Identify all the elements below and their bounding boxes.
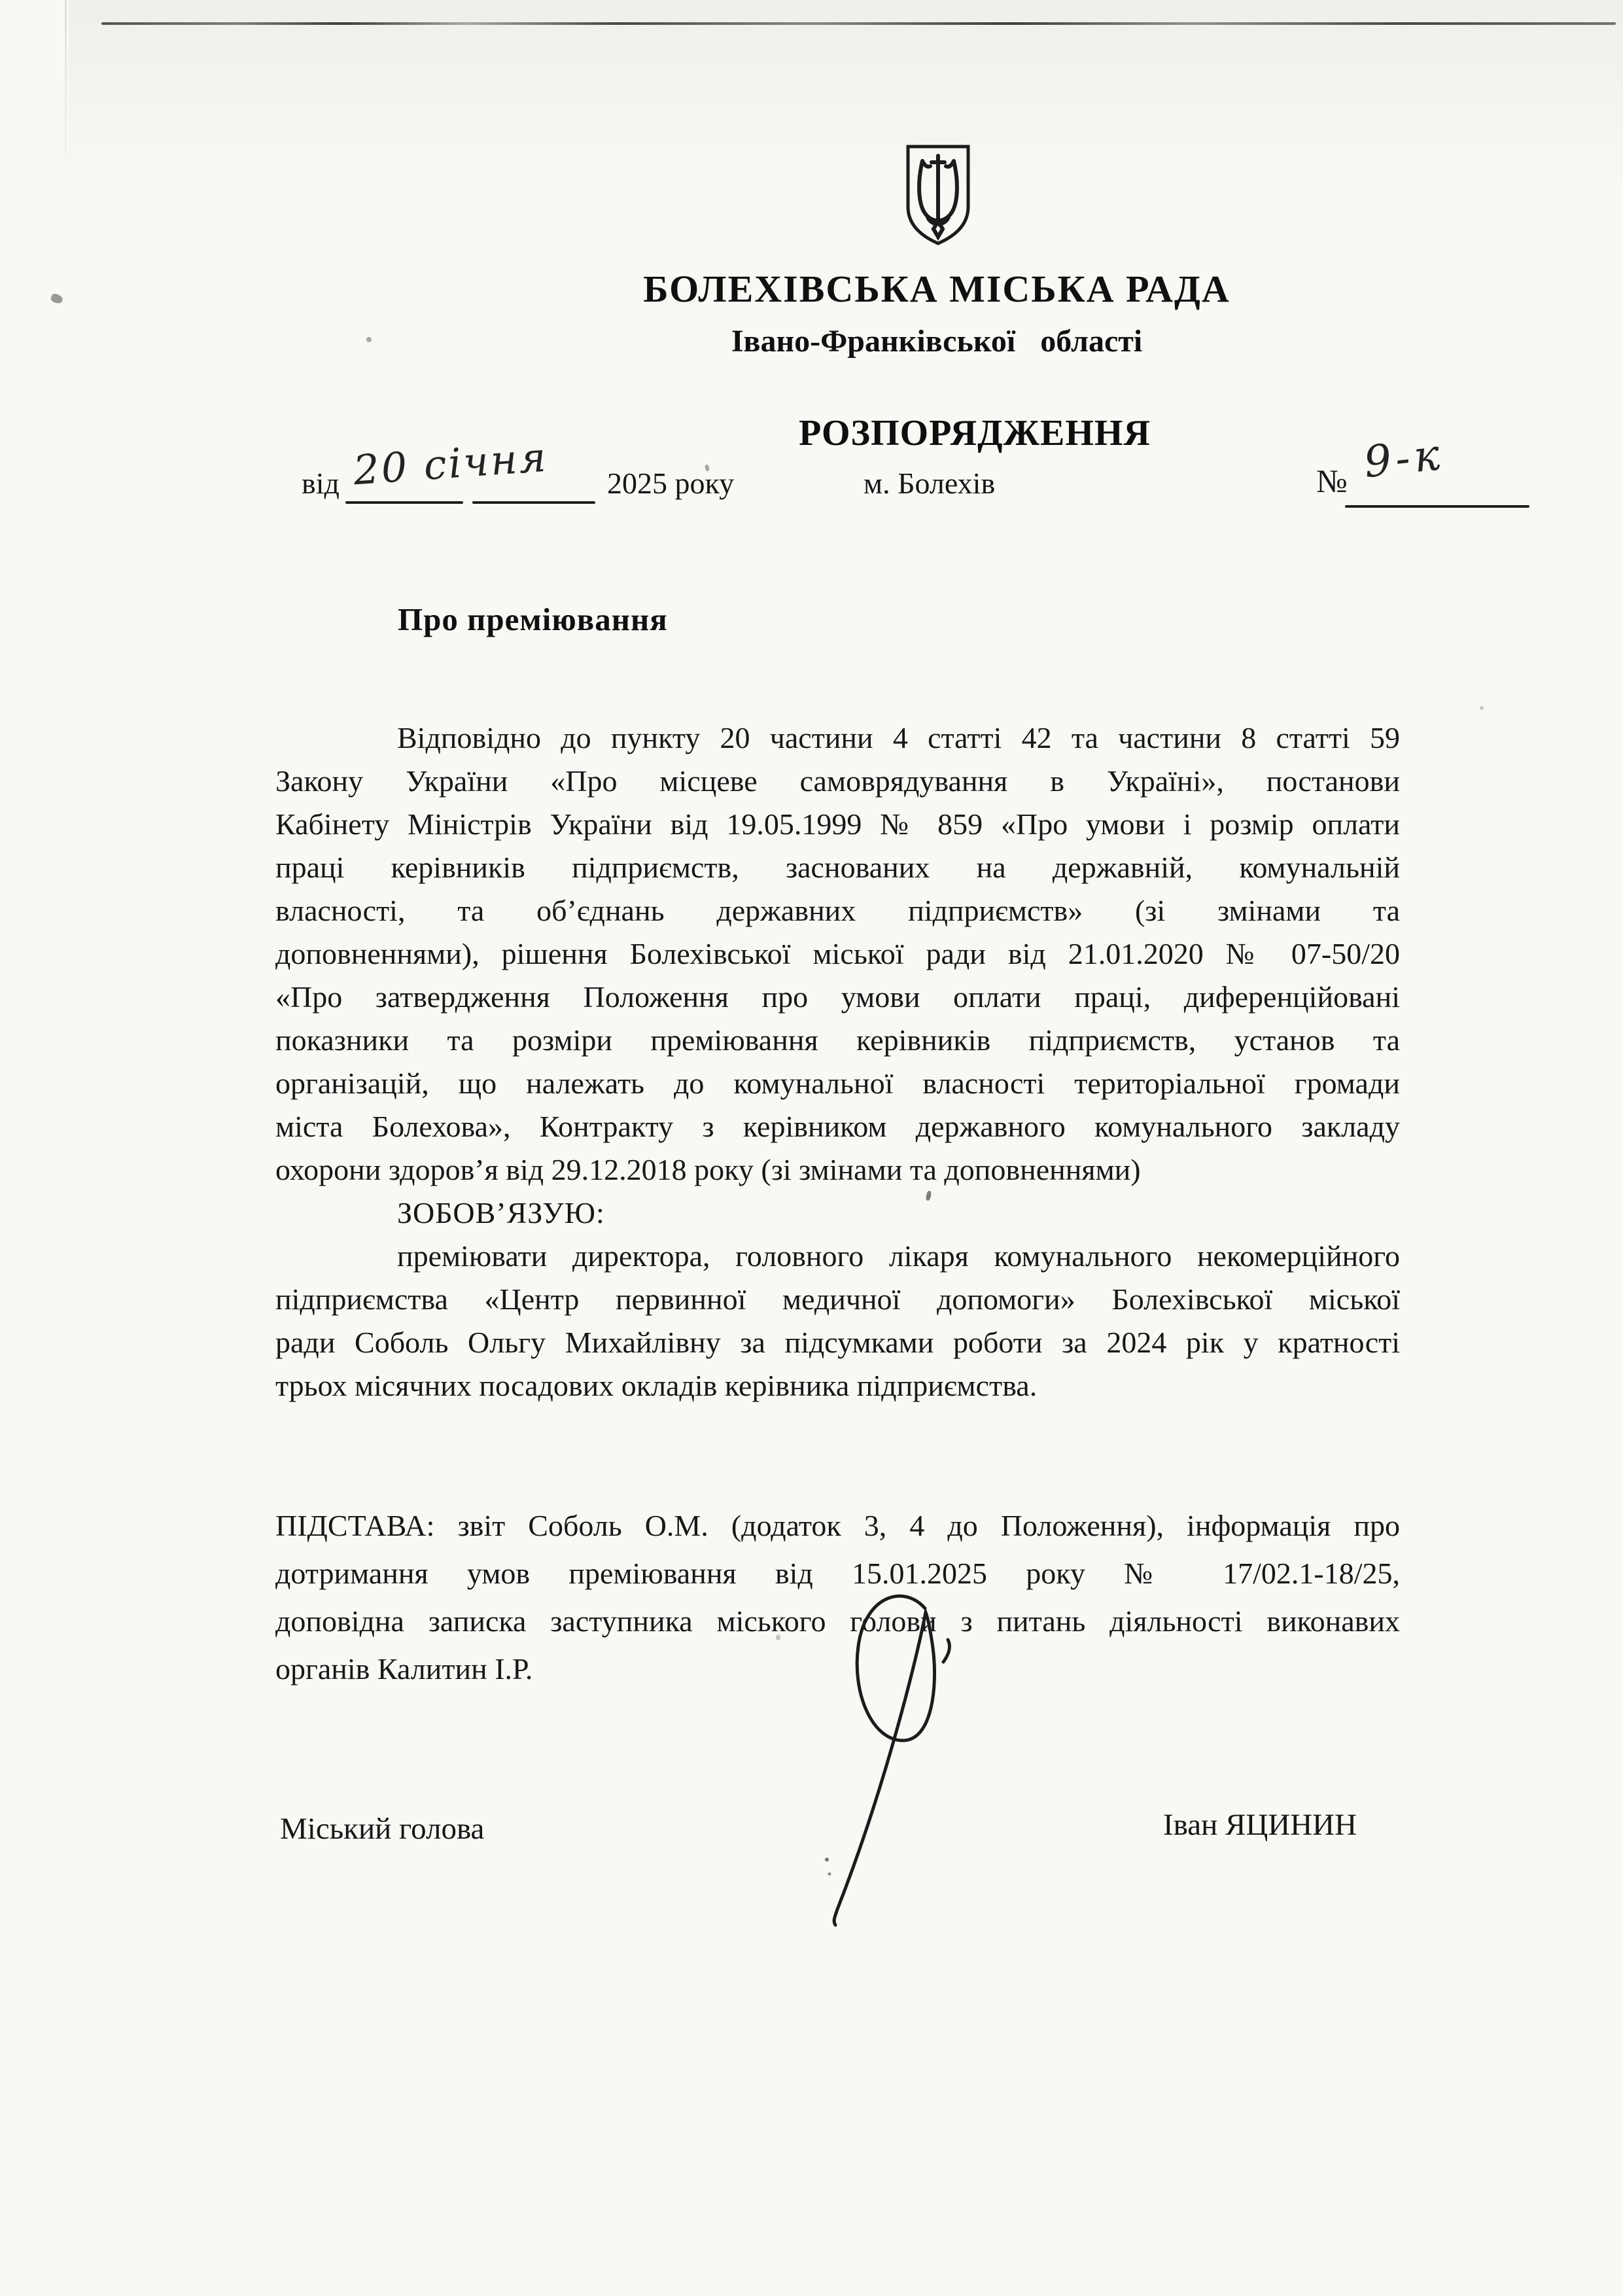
date-prefix-label: від: [302, 467, 340, 500]
scan-speck-artifact: [1480, 706, 1484, 710]
text-line: доповненнями), рішення Болехівської міської ради від 21.01.2020 № 07-50/20: [275, 937, 1400, 970]
handwritten-document-number: 9-к: [1361, 429, 1446, 488]
text-line: доповідна записка заступника міського голови з питань діяльності виконавих: [275, 1604, 1400, 1638]
number-underline: [1345, 505, 1529, 508]
scan-speck-artifact: [366, 337, 372, 342]
text-line: преміювати директора, головного лікаря комунального некомерційного: [397, 1239, 1400, 1273]
text-line: організацій, що належать до комунальної власності територіальної громади: [275, 1067, 1400, 1100]
scan-shading-artifact: [69, 0, 1623, 196]
text-line: власності, та об’єднань державних підприємств» (зі змінами та: [275, 894, 1400, 927]
scan-speck-artifact: [50, 293, 63, 305]
organization-name: БОЛЕХІВСЬКА МІСЬКА РАДА: [643, 268, 1230, 310]
text-line: ПІДСТАВА: звіт Соболь О.М. (додаток 3, 4 до Положення), інформація про: [275, 1509, 1400, 1542]
document-number-label: №: [1316, 463, 1348, 499]
text-line: органів Калитин І.Р.: [275, 1652, 533, 1686]
date-underline: [345, 501, 463, 504]
trident-emblem-icon: [903, 144, 973, 247]
obligation-heading: ЗОБОВ’ЯЗУЮ:: [397, 1196, 605, 1229]
signer-name: Іван ЯЦИНИН: [1163, 1808, 1357, 1842]
text-line: ради Соболь Ольгу Михайлівну за підсумками роботи за 2024 рік у кратності: [275, 1326, 1400, 1359]
text-line: охорони здоров’я від 29.12.2018 року (зі змінами та доповненнями): [275, 1153, 1141, 1186]
text-line: підприємства «Центр первинної медичної допомоги» Болехівської міської: [275, 1282, 1400, 1316]
text-line: «Про затвердження Положення про умови оплати праці, диференційовані: [275, 980, 1400, 1014]
signer-position-title: Міський голова: [280, 1812, 485, 1846]
text-line: міста Болехова», Контракту з керівником державного комунального закладу: [275, 1110, 1400, 1143]
date-underline: [472, 501, 595, 504]
handwritten-signature-icon: [803, 1582, 960, 1939]
organization-region: Івано-Франківської області: [731, 324, 1143, 359]
text-line: Закону України «Про місцеве самоврядування в Україні», постанови: [275, 764, 1400, 798]
document-type-title: РОЗПОРЯДЖЕННЯ: [799, 413, 1151, 453]
text-line: Кабінету Міністрів України від 19.05.1999 № 859 «Про умови і розмір оплати: [275, 807, 1400, 841]
scan-page-edge-artifact: [65, 0, 67, 209]
text-line: Відповідно до пункту 20 частини 4 статті 42 та частини 8 статті 59: [397, 721, 1400, 754]
date-year-suffix: 2025 року: [607, 467, 735, 500]
subject-title: Про преміювання: [398, 601, 668, 637]
text-line: праці керівників підприємств, заснованих на державній, комунальній: [275, 851, 1400, 884]
place-label: м. Болехів: [864, 467, 996, 500]
text-line: показники та розміри преміювання керівників підприємств, установ та: [275, 1023, 1400, 1057]
handwritten-date: 20 січня: [351, 433, 550, 495]
preamble-paragraph: [275, 716, 1400, 1192]
text-line: дотримання умов преміювання від 15.01.2025 року № 17/02.1-18/25,: [275, 1557, 1400, 1590]
order-paragraph: [275, 1235, 1400, 1407]
text-line: трьох місячних посадових окладів керівника підприємства.: [275, 1369, 1038, 1402]
